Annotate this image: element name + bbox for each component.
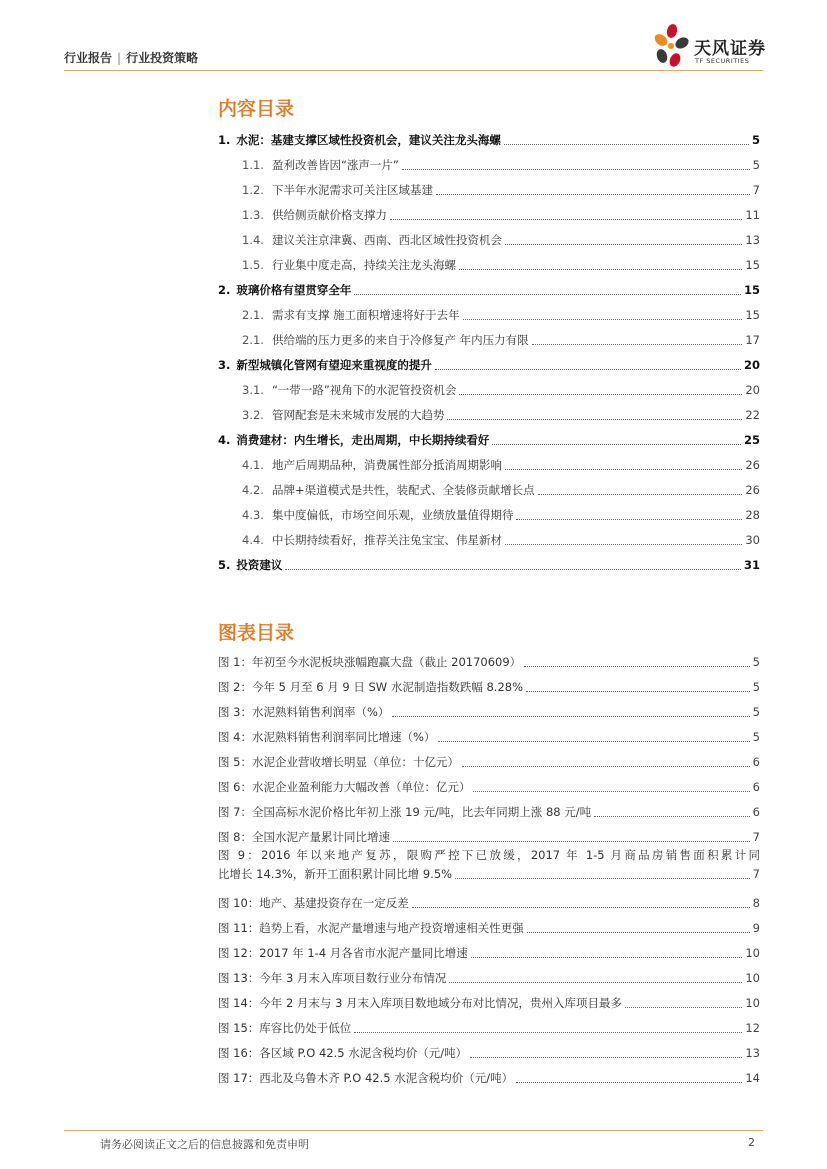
toc-dot-leader (505, 469, 742, 470)
figure-dot-leader (526, 691, 750, 692)
toc-entry-number: 1.5. (242, 258, 264, 272)
toc-entry-subsection[interactable] (218, 248, 760, 273)
toc-dot-leader (505, 244, 742, 245)
figures-title: 图表目录 (218, 622, 295, 644)
figure-entry-page: 12 (745, 1021, 760, 1035)
toc-entry-page: 11 (745, 208, 760, 222)
toc-entry-number: 1.2. (242, 183, 264, 197)
toc-dot-leader (463, 319, 743, 320)
figure-dot-leader (524, 666, 750, 667)
figure-dot-leader (412, 907, 750, 908)
figure-entry-text: 图 6：水泥企业盈利能力大幅改善（单位：亿元） (218, 780, 471, 794)
toc-entry-text: 品牌+渠道模式是共性，装配式、全装修贡献增长点 (271, 483, 535, 497)
figure-entry-text: 图 16：各区域 P.O 42.5 水泥含税均价（元/吨） (218, 1046, 468, 1060)
toc-dot-leader (390, 219, 742, 220)
flower-logo-icon (648, 22, 692, 70)
figure-entry-page: 6 (752, 755, 760, 769)
toc-entry-page: 13 (745, 233, 760, 247)
toc-entry-page: 28 (745, 508, 760, 522)
figure-entry[interactable] (218, 936, 760, 961)
toc-entry-page: 17 (745, 333, 760, 347)
toc-list (218, 123, 760, 573)
figure-entry-text: 图 1：年初至今水泥板块涨幅跑赢大盘（截止 20170609） (218, 655, 522, 669)
header-divider (64, 70, 763, 71)
toc-entry-subsection[interactable] (218, 198, 760, 223)
toc-entry-subsection[interactable] (218, 448, 760, 473)
toc-entry-section[interactable] (218, 273, 760, 298)
figure-entry-text: 图 9：2016 年以来地产复苏，限购严控下已放缓，2017 年 1-5 月商品房销售面积累计同 (218, 848, 760, 862)
figure-entry[interactable] (218, 886, 760, 911)
toc-entry-subsection[interactable] (218, 223, 760, 248)
figure-entry[interactable] (218, 820, 760, 845)
toc-dot-leader (504, 144, 749, 145)
figure-entry-page: 6 (752, 780, 760, 794)
toc-title: 内容目录 (218, 98, 295, 120)
figure-entry-page: 5 (752, 705, 760, 719)
figure-dot-leader (471, 957, 743, 958)
toc-entry-text: 水泥：基建支撑区域性投资机会，建议关注龙头海螺 (236, 133, 501, 147)
toc-entry-text: 新型城镇化管网有望迎来重视度的提升 (236, 358, 432, 372)
brand-name-cn: 天风证券 (694, 39, 766, 59)
toc-entry-number: 1.3. (242, 208, 264, 222)
toc-entry-section[interactable] (218, 423, 760, 448)
figure-entry-page: 8 (752, 896, 760, 910)
figure-entry-page: 7 (752, 830, 760, 844)
figure-entry-page: 7 (752, 867, 760, 881)
toc-entry-text: 投资建议 (236, 558, 283, 572)
toc-entry-page: 31 (743, 558, 760, 572)
toc-entry-number: 4.4. (242, 533, 264, 547)
brand-logo (648, 22, 768, 72)
figure-entry[interactable] (218, 845, 760, 886)
report-subtype: 行业投资策略 (126, 51, 199, 65)
toc-entry-number: 3.1. (242, 383, 264, 397)
toc-entry-text: 管网配套是未来城市发展的大趋势 (271, 408, 445, 422)
figure-entry[interactable] (218, 961, 760, 986)
toc-entry-number: 2.1. (242, 333, 264, 347)
figure-entry-text: 图 2：今年 5 月至 6 月 9 日 SW 水泥制造指数跌幅 8.28% (218, 680, 524, 694)
figure-entry-page: 10 (745, 971, 760, 985)
figure-entry-page: 5 (752, 680, 760, 694)
toc-dot-leader (538, 494, 743, 495)
toc-entry-number: 1.4. (242, 233, 264, 247)
toc-entry-subsection[interactable] (218, 298, 760, 323)
toc-entry-text: 盈利改善皆因“涨声一片” (271, 158, 399, 172)
figure-entry-text: 图 12：2017 年 1-4 月各省市水泥产量同比增速 (218, 946, 468, 960)
figure-entry-text: 图 7：全国高标水泥价格比年初上涨 19 元/吨，比去年同期上涨 88 元/吨 (218, 805, 592, 819)
figure-entry[interactable] (218, 1036, 760, 1061)
figure-entry-page: 9 (752, 921, 760, 935)
toc-entry-number: 3.2. (242, 408, 264, 422)
toc-dot-leader (516, 519, 742, 520)
figures-list (218, 645, 760, 1086)
toc-entry-number: 4. (218, 433, 231, 447)
figure-entry[interactable] (218, 1011, 760, 1036)
toc-entry-number: 1.1. (242, 158, 264, 172)
figure-entry[interactable] (218, 770, 760, 795)
footer-divider (64, 1130, 763, 1131)
toc-entry-text: 建议关注京津冀、西南、西北区域性投资机会 (271, 233, 502, 247)
toc-entry-number: 4.2. (242, 483, 264, 497)
toc-entry-number: 3. (218, 358, 231, 372)
toc-entry-section[interactable] (218, 123, 760, 148)
toc-entry-subsection[interactable] (218, 148, 760, 173)
report-type: 行业报告 (64, 51, 113, 65)
header-separator: | (117, 51, 122, 65)
toc-entry-page: 25 (743, 433, 760, 447)
figure-dot-leader (449, 982, 742, 983)
figure-dot-leader (438, 741, 749, 742)
figure-entry[interactable] (218, 911, 760, 936)
toc-entry-section[interactable] (218, 348, 760, 373)
toc-entry-number: 5. (218, 558, 231, 572)
toc-dot-leader (435, 369, 741, 370)
figure-entry[interactable] (218, 745, 760, 770)
figure-entry-text: 图 4：水泥熟料销售利润率同比增速（%） (218, 730, 436, 744)
toc-dot-leader (492, 444, 741, 445)
figure-entry-text: 图 3：水泥熟料销售利润率（%） (218, 705, 390, 719)
toc-entry-subsection[interactable] (218, 523, 760, 548)
figure-dot-leader (455, 878, 750, 879)
figure-entry-text: 图 14：今年 2 月末与 3 月末入库项目数地域分布对比情况，贵州入库项目最多 (218, 996, 623, 1010)
toc-entry-page: 5 (752, 158, 760, 172)
figure-dot-leader (392, 716, 749, 717)
toc-entry-page: 15 (745, 308, 760, 322)
toc-entry-text: 地产后周期品种，消费属性部分抵消周期影响 (271, 458, 502, 472)
toc-entry-number: 2.1. (242, 308, 264, 322)
toc-entry-text: 需求有支撑 施工面积增速将好于去年 (271, 308, 460, 322)
toc-entry-text: 集中度偏低，市场空间乐观，业绩放量值得期待 (271, 508, 514, 522)
toc-entry-page: 22 (745, 408, 760, 422)
toc-entry-text: 供给侧贡献价格支撑力 (271, 208, 387, 222)
figure-dot-leader (393, 841, 750, 842)
figure-entry-text: 图 15：库容比仍处于低位 (218, 1021, 352, 1035)
toc-dot-leader (505, 544, 742, 545)
figure-entry-text: 图 10：地产、基建投资存在一定反差 (218, 896, 409, 910)
toc-entry-number: 1. (218, 133, 231, 147)
figure-entry[interactable] (218, 645, 760, 670)
figure-entry-page: 10 (745, 996, 760, 1010)
toc-entry-section[interactable] (218, 548, 760, 573)
figure-entry-line2 (218, 865, 760, 882)
toc-dot-leader (285, 569, 741, 570)
toc-entry-subsection[interactable] (218, 498, 760, 523)
toc-entry-number: 4.1. (242, 458, 264, 472)
figure-dot-leader (625, 1007, 742, 1008)
figure-dot-leader (527, 932, 750, 933)
brand-name-en: TF SECURITIES (695, 57, 750, 65)
header-breadcrumb (64, 49, 198, 66)
toc-entry-page: 26 (745, 483, 760, 497)
figure-dot-leader (473, 791, 749, 792)
toc-dot-leader (459, 394, 742, 395)
toc-entry-text: 消费建材：内生增长，走出周期，中长期持续看好 (236, 433, 490, 447)
toc-entry-page: 15 (745, 258, 760, 272)
figure-entry-page: 14 (745, 1071, 760, 1085)
figure-entry[interactable] (218, 720, 760, 745)
toc-entry-subsection[interactable] (218, 473, 760, 498)
toc-entry-page: 20 (745, 383, 760, 397)
toc-dot-leader (402, 169, 750, 170)
toc-dot-leader (459, 269, 742, 270)
footer-disclaimer[interactable]: 请务必阅读正文之后的信息披露和免责申明 (100, 1138, 309, 1151)
figure-entry-text: 图 17：西北及乌鲁木齐 P.O 42.5 水泥含税均价（元/吨） (218, 1071, 514, 1085)
figure-entry-page: 6 (752, 805, 760, 819)
toc-dot-leader (436, 194, 750, 195)
toc-entry-page: 5 (751, 133, 760, 147)
toc-entry-page: 26 (745, 458, 760, 472)
toc-entry-text: 玻璃价格有望贯穿全年 (236, 283, 352, 297)
figure-entry[interactable] (218, 695, 760, 720)
toc-entry-subsection[interactable] (218, 373, 760, 398)
toc-entry-number: 2. (218, 283, 231, 297)
toc-entry-number: 4.3. (242, 508, 264, 522)
figure-entry-text: 图 11：趋势上看，水泥产量增速与地产投资增速相关性更强 (218, 921, 524, 935)
figure-entry-page: 10 (745, 946, 760, 960)
toc-entry-page: 15 (743, 283, 760, 297)
figure-entry-page: 5 (752, 730, 760, 744)
toc-entry-text: “一带一路”视角下的水泥管投资机会 (271, 383, 457, 397)
figure-entry[interactable] (218, 986, 760, 1011)
page-number: 2 (748, 1136, 755, 1149)
toc-dot-leader (532, 344, 743, 345)
toc-entry-subsection[interactable] (218, 398, 760, 423)
toc-entry-text: 行业集中度走高，持续关注龙头海螺 (271, 258, 456, 272)
toc-entry-page: 30 (745, 533, 760, 547)
toc-entry-text: 中长期持续看好，推荐关注兔宝宝、伟星新材 (271, 533, 502, 547)
toc-entry-subsection[interactable] (218, 323, 760, 348)
toc-entry-page: 7 (752, 183, 760, 197)
figure-entry-text: 图 13：今年 3 月末入库项目数行业分布情况 (218, 971, 447, 985)
figure-entry[interactable] (218, 670, 760, 695)
figure-dot-leader (462, 766, 750, 767)
toc-entry-subsection[interactable] (218, 173, 760, 198)
figure-entry[interactable] (218, 1061, 760, 1086)
figure-entry-page: 5 (752, 655, 760, 669)
figure-dot-leader (516, 1082, 742, 1083)
figure-entry[interactable] (218, 795, 760, 820)
toc-entry-text: 供给端的压力更多的来自于冷修复产 年内压力有限 (271, 333, 529, 347)
figure-entry-text-cont: 比增长 14.3%，新开工面积累计同比增 9.5% (218, 867, 453, 881)
figure-dot-leader (470, 1057, 742, 1058)
toc-dot-leader (354, 294, 741, 295)
toc-entry-text: 下半年水泥需求可关注区域基建 (271, 183, 433, 197)
toc-entry-page: 20 (743, 358, 760, 372)
figure-entry-text: 图 8：全国水泥产量累计同比增速 (218, 830, 390, 844)
figure-dot-leader (594, 816, 750, 817)
figure-dot-leader (354, 1032, 742, 1033)
figure-entry-page: 13 (745, 1046, 760, 1060)
toc-dot-leader (447, 419, 742, 420)
figure-entry-text: 图 5：水泥企业营收增长明显（单位：十亿元） (218, 755, 459, 769)
